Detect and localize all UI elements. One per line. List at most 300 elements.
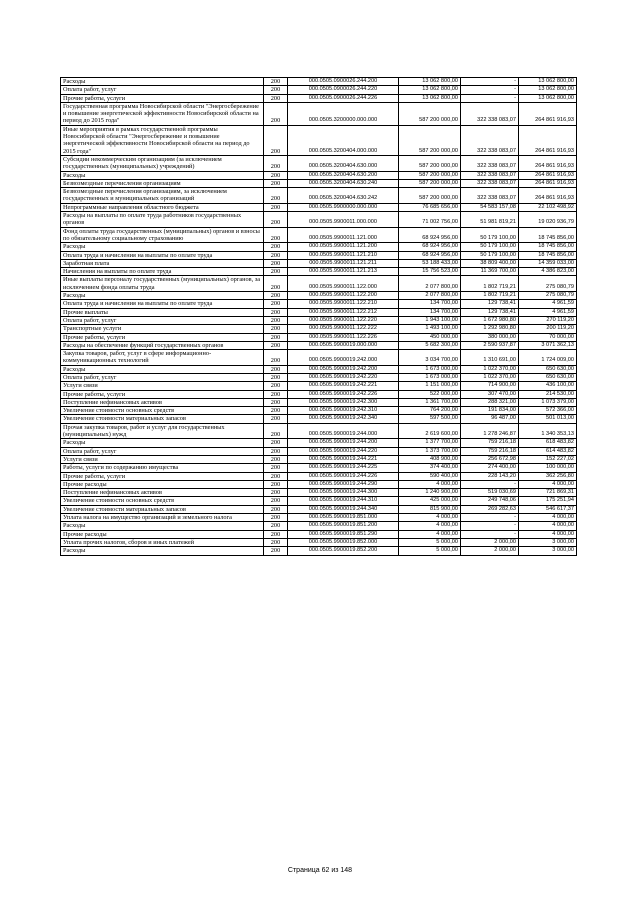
remaining-amount-cell: 1 724 009,00 <box>519 350 577 366</box>
expense-name-cell: Заработная плата <box>61 259 264 267</box>
table-row <box>61 276 577 292</box>
approved-amount-cell: 1 673 000,00 <box>399 365 461 373</box>
executed-amount-cell: 714 900,00 <box>461 382 519 390</box>
classification-code-cell: 000.0505.9900019.000.000 <box>288 341 399 349</box>
table-row <box>61 350 577 366</box>
expense-name-cell: Оплата работ, услуг <box>61 447 264 455</box>
expense-name-cell: Оплата работ, услуг <box>61 373 264 381</box>
executed-amount-cell: 256 672,98 <box>461 455 519 463</box>
executed-amount-cell: 759 216,18 <box>461 447 519 455</box>
expense-name-cell: Работы, услуги по содержанию имущества <box>61 464 264 472</box>
table-row <box>61 398 577 406</box>
approved-amount-cell: 1 493 100,00 <box>399 325 461 333</box>
classification-code-cell: 000.0505.9900019.244.226 <box>288 472 399 480</box>
table-row <box>61 333 577 341</box>
expense-name-cell: Увеличение стоимости материальных запасов <box>61 505 264 513</box>
classification-code-cell: 000.0505.9900019.244.340 <box>288 505 399 513</box>
line-code-cell: 200 <box>264 464 288 472</box>
table-body <box>61 78 577 556</box>
expense-name-cell: Расходы <box>61 522 264 530</box>
line-code-cell: 200 <box>264 514 288 522</box>
remaining-amount-cell: 152 227,02 <box>519 455 577 463</box>
classification-code-cell: 000.0505.9900011.122.210 <box>288 300 399 308</box>
remaining-amount-cell: 436 100,00 <box>519 382 577 390</box>
executed-amount-cell: - <box>461 86 519 94</box>
approved-amount-cell: 68 924 956,00 <box>399 243 461 251</box>
executed-amount-cell: 322 338 083,07 <box>461 179 519 187</box>
classification-code-cell: 000.0505.9900019.242.221 <box>288 382 399 390</box>
executed-amount-cell: 2 000,00 <box>461 547 519 555</box>
executed-amount-cell: 249 748,06 <box>461 497 519 505</box>
line-code-cell: 200 <box>264 316 288 324</box>
executed-amount-cell: 1 278 246,87 <box>461 423 519 439</box>
table-row <box>61 514 577 522</box>
approved-amount-cell: 522 000,00 <box>399 390 461 398</box>
expense-name-cell: Оплата труда и начисления на выплаты по оплате труда <box>61 300 264 308</box>
executed-amount-cell: 11 369 700,00 <box>461 268 519 276</box>
line-code-cell: 200 <box>264 350 288 366</box>
classification-code-cell: 000.0505.3200404.630.000 <box>288 155 399 171</box>
executed-amount-cell: - <box>461 530 519 538</box>
line-code-cell: 200 <box>264 547 288 555</box>
classification-code-cell: 000.0505.9900019.242.300 <box>288 398 399 406</box>
table-row <box>61 423 577 439</box>
executed-amount-cell: 51 981 819,21 <box>461 212 519 228</box>
expense-name-cell: Государственная программа Новосибирской области "Энергосбережение и повышение энергетической эффективности Новосибирской области на период до 2015 года" <box>61 102 264 125</box>
expense-name-cell: Оплата труда и начисления на выплаты по оплате труда <box>61 251 264 259</box>
remaining-amount-cell: 618 483,82 <box>519 439 577 447</box>
classification-code-cell: 000.0505.9900011.122.220 <box>288 316 399 324</box>
line-code-cell: 200 <box>264 203 288 211</box>
expense-name-cell: Безвозмездные перечисления организациям, за исключением государственных и муниципальных организаций <box>61 188 264 204</box>
table-row <box>61 415 577 423</box>
table-row <box>61 243 577 251</box>
expense-name-cell: Уплата прочих налогов, сборов и иных платежей <box>61 538 264 546</box>
line-code-cell: 200 <box>264 325 288 333</box>
approved-amount-cell: 408 900,00 <box>399 455 461 463</box>
expense-name-cell: Прочие работы, услуги <box>61 472 264 480</box>
line-code-cell: 200 <box>264 382 288 390</box>
approved-amount-cell: 68 924 956,00 <box>399 227 461 243</box>
line-code-cell: 200 <box>264 243 288 251</box>
remaining-amount-cell: 572 366,00 <box>519 407 577 415</box>
table-row <box>61 407 577 415</box>
executed-amount-cell: 269 282,63 <box>461 505 519 513</box>
line-code-cell: 200 <box>264 300 288 308</box>
approved-amount-cell: 53 188 433,00 <box>399 259 461 267</box>
approved-amount-cell: 1 373 700,00 <box>399 447 461 455</box>
classification-code-cell: 000.0505.9900019.852.200 <box>288 547 399 555</box>
classification-code-cell: 000.0505.9900000.000.000 <box>288 203 399 211</box>
table-row <box>61 522 577 530</box>
approved-amount-cell: 3 034 700,00 <box>399 350 461 366</box>
approved-amount-cell: 590 400,00 <box>399 472 461 480</box>
classification-code-cell: 000.0505.9900019.244.000 <box>288 423 399 439</box>
table-row <box>61 373 577 381</box>
classification-code-cell: 000.0505.9900011.122.226 <box>288 333 399 341</box>
table-row <box>61 259 577 267</box>
executed-amount-cell: 307 470,00 <box>461 390 519 398</box>
approved-amount-cell: 4 000,00 <box>399 530 461 538</box>
classification-code-cell: 000.0505.3200404.630.240 <box>288 179 399 187</box>
expense-name-cell: Увеличение стоимости основных средств <box>61 407 264 415</box>
remaining-amount-cell: 501 013,00 <box>519 415 577 423</box>
executed-amount-cell: 129 738,41 <box>461 308 519 316</box>
line-code-cell: 200 <box>264 78 288 86</box>
expense-name-cell: Увеличение стоимости материальных запасов <box>61 415 264 423</box>
line-code-cell: 200 <box>264 530 288 538</box>
classification-code-cell: 000.0505.9900019.242.220 <box>288 373 399 381</box>
remaining-amount-cell: 264 861 916,93 <box>519 179 577 187</box>
executed-amount-cell: 759 216,18 <box>461 439 519 447</box>
expense-name-cell: Расходы <box>61 292 264 300</box>
remaining-amount-cell: 175 251,94 <box>519 497 577 505</box>
line-code-cell: 200 <box>264 439 288 447</box>
executed-amount-cell: 96 487,00 <box>461 415 519 423</box>
remaining-amount-cell: 650 630,00 <box>519 365 577 373</box>
executed-amount-cell: - <box>461 514 519 522</box>
approved-amount-cell: 4 000,00 <box>399 514 461 522</box>
table-row <box>61 251 577 259</box>
approved-amount-cell: 587 200 000,00 <box>399 188 461 204</box>
table-row <box>61 455 577 463</box>
expense-name-cell: Расходы <box>61 547 264 555</box>
remaining-amount-cell: 650 630,00 <box>519 373 577 381</box>
classification-code-cell: 000.0505.9900019.242.310 <box>288 407 399 415</box>
approved-amount-cell: 71 002 756,00 <box>399 212 461 228</box>
line-code-cell: 200 <box>264 398 288 406</box>
expense-name-cell: Начисления на выплаты по оплате труда <box>61 268 264 276</box>
expense-name-cell: Увеличение стоимости основных средств <box>61 497 264 505</box>
table-row <box>61 155 577 171</box>
executed-amount-cell: 288 321,00 <box>461 398 519 406</box>
table-row <box>61 86 577 94</box>
remaining-amount-cell: 264 861 916,93 <box>519 102 577 125</box>
table-row <box>61 472 577 480</box>
classification-code-cell: 000.0505.9900019.242.200 <box>288 365 399 373</box>
classification-code-cell: 000.0505.3200404.630.200 <box>288 171 399 179</box>
line-code-cell: 200 <box>264 455 288 463</box>
line-code-cell: 200 <box>264 125 288 155</box>
executed-amount-cell: 50 179 100,00 <box>461 243 519 251</box>
budget-execution-table <box>60 77 577 556</box>
remaining-amount-cell: 4 000,00 <box>519 480 577 488</box>
expense-name-cell: Расходы <box>61 171 264 179</box>
remaining-amount-cell: 264 861 916,93 <box>519 188 577 204</box>
remaining-amount-cell: 3 000,00 <box>519 538 577 546</box>
approved-amount-cell: 587 200 000,00 <box>399 179 461 187</box>
executed-amount-cell: 1 292 980,80 <box>461 325 519 333</box>
approved-amount-cell: 2 619 600,00 <box>399 423 461 439</box>
table-row <box>61 505 577 513</box>
remaining-amount-cell: 4 386 823,00 <box>519 268 577 276</box>
expense-name-cell: Фонд оплаты труда государственных (муниципальных) органов и взносы по обязательному социальному страхованию <box>61 227 264 243</box>
remaining-amount-cell: 3 071 362,13 <box>519 341 577 349</box>
approved-amount-cell: 597 500,00 <box>399 415 461 423</box>
approved-amount-cell: 134 700,00 <box>399 308 461 316</box>
remaining-amount-cell: 70 000,00 <box>519 333 577 341</box>
executed-amount-cell: 129 738,41 <box>461 300 519 308</box>
classification-code-cell: 000.0505.0900026.244.220 <box>288 86 399 94</box>
classification-code-cell: 000.0505.9900019.244.200 <box>288 439 399 447</box>
classification-code-cell: 000.0505.9900019.242.226 <box>288 390 399 398</box>
table-row <box>61 179 577 187</box>
line-code-cell: 200 <box>264 212 288 228</box>
remaining-amount-cell: 13 062 800,00 <box>519 94 577 102</box>
classification-code-cell: 000.0505.9900011.121.213 <box>288 268 399 276</box>
classification-code-cell: 000.0505.9900011.122.222 <box>288 325 399 333</box>
executed-amount-cell: 322 338 083,07 <box>461 125 519 155</box>
approved-amount-cell: 5 000,00 <box>399 538 461 546</box>
approved-amount-cell: 1 943 100,00 <box>399 316 461 324</box>
classification-code-cell: 000.0505.9900019.242.000 <box>288 350 399 366</box>
line-code-cell: 200 <box>264 268 288 276</box>
line-code-cell: 200 <box>264 415 288 423</box>
executed-amount-cell: 519 030,69 <box>461 489 519 497</box>
expense-name-cell: Непрограммные направления областного бюджета <box>61 203 264 211</box>
line-code-cell: 200 <box>264 505 288 513</box>
expense-name-cell: Расходы <box>61 78 264 86</box>
executed-amount-cell: - <box>461 78 519 86</box>
classification-code-cell: 000.0505.9900011.122.000 <box>288 276 399 292</box>
approved-amount-cell: 13 062 800,00 <box>399 78 461 86</box>
executed-amount-cell: 322 338 083,07 <box>461 155 519 171</box>
executed-amount-cell: - <box>461 480 519 488</box>
approved-amount-cell: 4 000,00 <box>399 480 461 488</box>
approved-amount-cell: 5 000,00 <box>399 547 461 555</box>
table-row <box>61 464 577 472</box>
remaining-amount-cell: 22 102 498,92 <box>519 203 577 211</box>
line-code-cell: 200 <box>264 155 288 171</box>
executed-amount-cell: 54 583 157,08 <box>461 203 519 211</box>
line-code-cell: 200 <box>264 489 288 497</box>
table-row <box>61 316 577 324</box>
page-number: Страница 62 из 148 <box>287 867 353 874</box>
line-code-cell: 200 <box>264 423 288 439</box>
classification-code-cell: 000.0505.9900019.851.200 <box>288 522 399 530</box>
approved-amount-cell: 134 700,00 <box>399 300 461 308</box>
approved-amount-cell: 1 377 700,00 <box>399 439 461 447</box>
approved-amount-cell: 68 924 956,00 <box>399 251 461 259</box>
remaining-amount-cell: 1 073 379,00 <box>519 398 577 406</box>
expense-name-cell: Расходы на выплаты по оплате труда работников государственных органов <box>61 212 264 228</box>
executed-amount-cell: 1 802 719,21 <box>461 276 519 292</box>
expense-name-cell: Услуги связи <box>61 382 264 390</box>
line-code-cell: 200 <box>264 259 288 267</box>
classification-code-cell: 000.0505.9900019.244.220 <box>288 447 399 455</box>
expense-name-cell: Иные выплаты персоналу государственных (муниципальных) органов, за исключением фонда оплаты труда <box>61 276 264 292</box>
table-row <box>61 125 577 155</box>
classification-code-cell: 000.0505.9900019.852.000 <box>288 538 399 546</box>
classification-code-cell: 000.0505.0900026.244.200 <box>288 78 399 86</box>
expense-name-cell: Прочие расходы <box>61 530 264 538</box>
table-row <box>61 171 577 179</box>
table-row <box>61 212 577 228</box>
remaining-amount-cell: 100 000,00 <box>519 464 577 472</box>
classification-code-cell: 000.0505.9900011.121.200 <box>288 243 399 251</box>
expense-name-cell: Услуги связи <box>61 455 264 463</box>
expense-name-cell: Прочие работы, услуги <box>61 390 264 398</box>
table-row <box>61 497 577 505</box>
classification-code-cell: 000.0505.9900019.244.300 <box>288 489 399 497</box>
expense-name-cell: Прочие работы, услуги <box>61 333 264 341</box>
approved-amount-cell: 4 000,00 <box>399 522 461 530</box>
approved-amount-cell: 587 200 000,00 <box>399 125 461 155</box>
line-code-cell: 200 <box>264 538 288 546</box>
classification-code-cell: 000.0505.9900019.244.290 <box>288 480 399 488</box>
table-row <box>61 188 577 204</box>
executed-amount-cell: 1 802 719,21 <box>461 292 519 300</box>
classification-code-cell: 000.0505.9900011.000.000 <box>288 212 399 228</box>
table-row <box>61 292 577 300</box>
classification-code-cell: 000.0505.9900019.244.310 <box>288 497 399 505</box>
line-code-cell: 200 <box>264 341 288 349</box>
approved-amount-cell: 450 000,00 <box>399 333 461 341</box>
expense-name-cell: Оплата работ, услуг <box>61 86 264 94</box>
executed-amount-cell: 322 338 083,07 <box>461 171 519 179</box>
approved-amount-cell: 15 756 523,00 <box>399 268 461 276</box>
classification-code-cell: 000.0505.9900019.851.000 <box>288 514 399 522</box>
approved-amount-cell: 587 200 000,00 <box>399 155 461 171</box>
table-row <box>61 268 577 276</box>
remaining-amount-cell: 18 745 856,00 <box>519 251 577 259</box>
expense-name-cell: Субсидии некоммерческим организациям (за исключением государственных (муниципальных) учреждений) <box>61 155 264 171</box>
executed-amount-cell: 50 179 100,00 <box>461 227 519 243</box>
classification-code-cell: 000.0505.9900011.121.000 <box>288 227 399 243</box>
remaining-amount-cell: 214 530,00 <box>519 390 577 398</box>
approved-amount-cell: 13 062 800,00 <box>399 94 461 102</box>
table-row <box>61 227 577 243</box>
remaining-amount-cell: 721 869,31 <box>519 489 577 497</box>
line-code-cell: 200 <box>264 333 288 341</box>
remaining-amount-cell: 4 000,00 <box>519 522 577 530</box>
executed-amount-cell: 1 022 370,00 <box>461 373 519 381</box>
approved-amount-cell: 1 151 000,00 <box>399 382 461 390</box>
executed-amount-cell: 1 672 980,80 <box>461 316 519 324</box>
line-code-cell: 200 <box>264 188 288 204</box>
approved-amount-cell: 13 062 800,00 <box>399 86 461 94</box>
executed-amount-cell: 322 338 083,07 <box>461 188 519 204</box>
line-code-cell: 200 <box>264 480 288 488</box>
table-row <box>61 102 577 125</box>
table-row <box>61 382 577 390</box>
line-code-cell: 200 <box>264 390 288 398</box>
expense-name-cell: Закупка товаров, работ, услуг в сфере информационно-коммуникационных технологий <box>61 350 264 366</box>
executed-amount-cell: 1 022 370,00 <box>461 365 519 373</box>
expense-name-cell: Безвозмездные перечисления организациям <box>61 179 264 187</box>
expense-name-cell: Прочая закупка товаров, работ и услуг для государственных (муниципальных) нужд <box>61 423 264 439</box>
line-code-cell: 200 <box>264 522 288 530</box>
executed-amount-cell: 380 000,00 <box>461 333 519 341</box>
executed-amount-cell: 2 590 937,87 <box>461 341 519 349</box>
approved-amount-cell: 76 685 656,00 <box>399 203 461 211</box>
remaining-amount-cell: 1 340 353,13 <box>519 423 577 439</box>
table-row <box>61 300 577 308</box>
remaining-amount-cell: 264 861 916,93 <box>519 125 577 155</box>
approved-amount-cell: 764 200,00 <box>399 407 461 415</box>
executed-amount-cell: 2 000,00 <box>461 538 519 546</box>
approved-amount-cell: 1 361 700,00 <box>399 398 461 406</box>
table-row <box>61 439 577 447</box>
remaining-amount-cell: 3 000,00 <box>519 547 577 555</box>
remaining-amount-cell: 19 020 936,79 <box>519 212 577 228</box>
classification-code-cell: 000.0505.9900019.244.225 <box>288 464 399 472</box>
classification-code-cell: 000.0505.9900019.242.340 <box>288 415 399 423</box>
line-code-cell: 200 <box>264 102 288 125</box>
classification-code-cell: 000.0505.9900019.244.221 <box>288 455 399 463</box>
line-code-cell: 200 <box>264 447 288 455</box>
table-row <box>61 325 577 333</box>
remaining-amount-cell: 13 062 800,00 <box>519 86 577 94</box>
line-code-cell: 200 <box>264 227 288 243</box>
table-row <box>61 390 577 398</box>
table-row <box>61 203 577 211</box>
classification-code-cell: 000.0505.0900026.244.226 <box>288 94 399 102</box>
approved-amount-cell: 374 400,00 <box>399 464 461 472</box>
remaining-amount-cell: 13 062 800,00 <box>519 78 577 86</box>
remaining-amount-cell: 14 359 033,00 <box>519 259 577 267</box>
remaining-amount-cell: 275 080,79 <box>519 292 577 300</box>
remaining-amount-cell: 4 000,00 <box>519 514 577 522</box>
classification-code-cell: 000.0505.3200000.000.000 <box>288 102 399 125</box>
executed-amount-cell: - <box>461 522 519 530</box>
classification-code-cell: 000.0505.9900011.121.210 <box>288 251 399 259</box>
expense-name-cell: Прочие работы, услуги <box>61 94 264 102</box>
executed-amount-cell: 322 338 083,07 <box>461 102 519 125</box>
line-code-cell: 200 <box>264 171 288 179</box>
approved-amount-cell: 2 077 800,00 <box>399 292 461 300</box>
remaining-amount-cell: 200 119,20 <box>519 325 577 333</box>
remaining-amount-cell: 546 617,37 <box>519 505 577 513</box>
line-code-cell: 200 <box>264 276 288 292</box>
approved-amount-cell: 815 900,00 <box>399 505 461 513</box>
expense-name-cell: Оплата работ, услуг <box>61 316 264 324</box>
remaining-amount-cell: 270 119,20 <box>519 316 577 324</box>
expense-name-cell: Поступление нефинансовых активов <box>61 489 264 497</box>
expense-name-cell: Расходы <box>61 439 264 447</box>
approved-amount-cell: 587 200 000,00 <box>399 102 461 125</box>
classification-code-cell: 000.0505.3200404.000.000 <box>288 125 399 155</box>
table-row <box>61 94 577 102</box>
remaining-amount-cell: 614 483,82 <box>519 447 577 455</box>
line-code-cell: 200 <box>264 251 288 259</box>
expense-name-cell: Расходы на обеспечение функций государственных органов <box>61 341 264 349</box>
approved-amount-cell: 2 077 800,00 <box>399 276 461 292</box>
expense-name-cell: Поступление нефинансовых активов <box>61 398 264 406</box>
executed-amount-cell: 191 834,00 <box>461 407 519 415</box>
line-code-cell: 200 <box>264 365 288 373</box>
approved-amount-cell: 425 000,00 <box>399 497 461 505</box>
approved-amount-cell: 1 673 000,00 <box>399 373 461 381</box>
line-code-cell: 200 <box>264 497 288 505</box>
table-row <box>61 530 577 538</box>
executed-amount-cell: 50 179 100,00 <box>461 251 519 259</box>
remaining-amount-cell: 275 080,79 <box>519 276 577 292</box>
classification-code-cell: 000.0505.9900011.122.200 <box>288 292 399 300</box>
remaining-amount-cell: 264 861 916,93 <box>519 155 577 171</box>
executed-amount-cell: 1 310 691,00 <box>461 350 519 366</box>
table-row <box>61 489 577 497</box>
line-code-cell: 200 <box>264 179 288 187</box>
remaining-amount-cell: 4 000,00 <box>519 530 577 538</box>
expense-name-cell: Расходы <box>61 365 264 373</box>
expense-name-cell: Прочие расходы <box>61 480 264 488</box>
expense-name-cell: Уплата налога на имущество организаций и земельного налога <box>61 514 264 522</box>
approved-amount-cell: 587 200 000,00 <box>399 171 461 179</box>
table-row <box>61 341 577 349</box>
table-row <box>61 538 577 546</box>
remaining-amount-cell: 264 861 916,93 <box>519 171 577 179</box>
